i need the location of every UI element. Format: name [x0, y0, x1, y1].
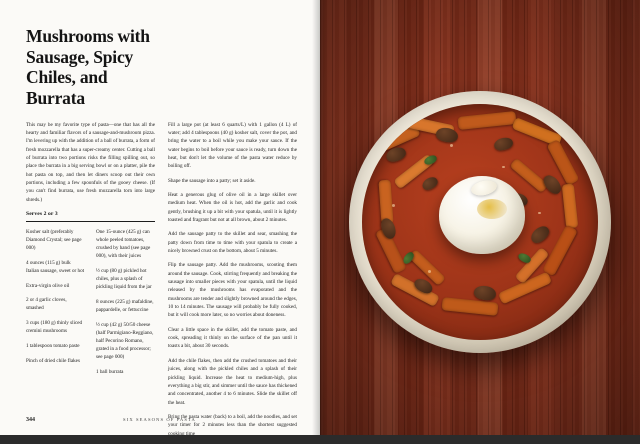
column-right [168, 121, 297, 444]
list-item: One 15-ounce (425 g) can whole peeled tomatoes, crushed by hand (see page 000), with their juices [96, 229, 151, 260]
list-item: ½ cup (42 g) 50/50 cheese (half Parmigiano-Reggiano, half Pecorino Romano, grated in a food processor; see page 000) [96, 321, 154, 361]
page-number: 344 [26, 417, 35, 423]
ingredient-list-1 [26, 228, 85, 383]
list-item: 2 or 4 garlic cloves, smashed [26, 297, 67, 312]
recipe-headnote: This may be my favorite type of pasta—one that has all the hearty and familiar flavors of a sausage-and-mushroom pizza. I'm levering up with the addition of a ball of burrata, a form of fresh mozzarella that has a super-creamy center. Cutting a ball of burrata into two portions risks the filling spilling out, so place the burrata in a big serving bowl or on a platter, pile the hot pasta on top, and then let diners scoop out their own portions, including a few spoonfuls of the gooey cheese. (If you can't find burrata, use fresh mozzarella torn into large shreds.) [26, 121, 155, 203]
serves-label: Serves 2 or 3 [26, 211, 58, 217]
method-step: Shape the sausage into a patty; set it aside. [168, 177, 256, 184]
ceramic-bowl [349, 91, 611, 353]
page-columns [26, 121, 298, 444]
list-item: 4 ounces (115 g) bulk Italian sausage, sweet or hot [26, 259, 85, 275]
left-page [0, 0, 320, 435]
list-item: Pinch of dried chile flakes [26, 357, 80, 364]
list-item: 1 tablespoon tomato paste [26, 342, 80, 349]
method-step: Flip the sausage patty. Add the mushrooms, scooting them around the sausage. Cook, stirring frequently and breaking the sausage into smaller pieces with your spatula, until the liquid released by the mushrooms has evaporated and the mushrooms are tender and slightly browned around the edges, 10 to 14 minutes. The sausage will probably be fully cooked, but it will cook more later, so no worries about doneness. [168, 262, 297, 319]
list-item: ½ cup (80 g) pickled hot chiles, plus a splash of pickling liquid from the jar [96, 268, 152, 291]
running-head: SIX SEASONS OF PASTA [123, 417, 196, 422]
ingredient-list-2 [96, 228, 155, 383]
list-item: 3 cups (180 g) thinly sliced cremini mushrooms [26, 320, 83, 335]
recipe-title: Mushrooms with Sausage, Spicy Chiles, and Burrata [26, 26, 150, 108]
recipe-photo [320, 0, 640, 435]
list-item: 8 ounces (225 g) mafaldine, pappardelle, or fettuccine [96, 298, 154, 314]
method-step: Heat a generous glug of olive oil in a large skillet over medium heat. When the oil is hot, add the garlic and cook gently, brushing it up a bit with your spatula, until it is lightly toasted and fragrant but not at all brown, about 2 minutes. [168, 191, 297, 223]
pasta-in-bowl [362, 104, 598, 340]
ingredient-columns [26, 228, 155, 383]
page-footer [26, 417, 298, 423]
method-step: Fill a large pot (at least 6 quarts/L) with 1 gallon (4 L) of water; add 4 tablespoons (40 g) kosher salt, cover the pot, and bring the water to a boil while you make your sauce. If the water begins to boil before your sauce is ready, turn down the heat, but don't let the volume of the pasta water reduce by boiling off. [168, 121, 297, 170]
burrata-knot [470, 179, 498, 198]
list-item: 1 ball burrata [96, 368, 124, 375]
method-step: Add the chile flakes, then add the crushed tomatoes and their juices, along with the pickled chiles and a splash of their pickling liquid. Increase the heat to medium-high, plus everything a big stir, and simmer until the sauce has thickened and concentrated, another 4 to 6 minutes. Slide the skillet off the heat. [168, 357, 297, 406]
method-step: Add the sausage patty to the skillet and sear, smashing the patty down from time to time with your spatula to create a nicely browned crust on the bottom, about 5 minutes. [168, 231, 297, 255]
method-step: Bring the pasta water (back) to a boil, add the noodles, and set your timer for 2 minutes less than the shortest suggested cooking time [168, 413, 297, 437]
list-item: Extra-virgin olive oil [26, 282, 70, 289]
burrata-ball [439, 176, 525, 254]
divider-rule [26, 221, 155, 222]
list-item: Kosher salt (preferably Diamond Crystal; see page 000) [26, 229, 82, 252]
column-left [26, 121, 155, 444]
olive-oil-drizzle [477, 199, 507, 219]
method-step: Clear a little space in the skillet, add the tomato paste, and cook, spreading it thinly on the surface of the pan until it toasts a bit, about 30 seconds. [168, 326, 297, 350]
